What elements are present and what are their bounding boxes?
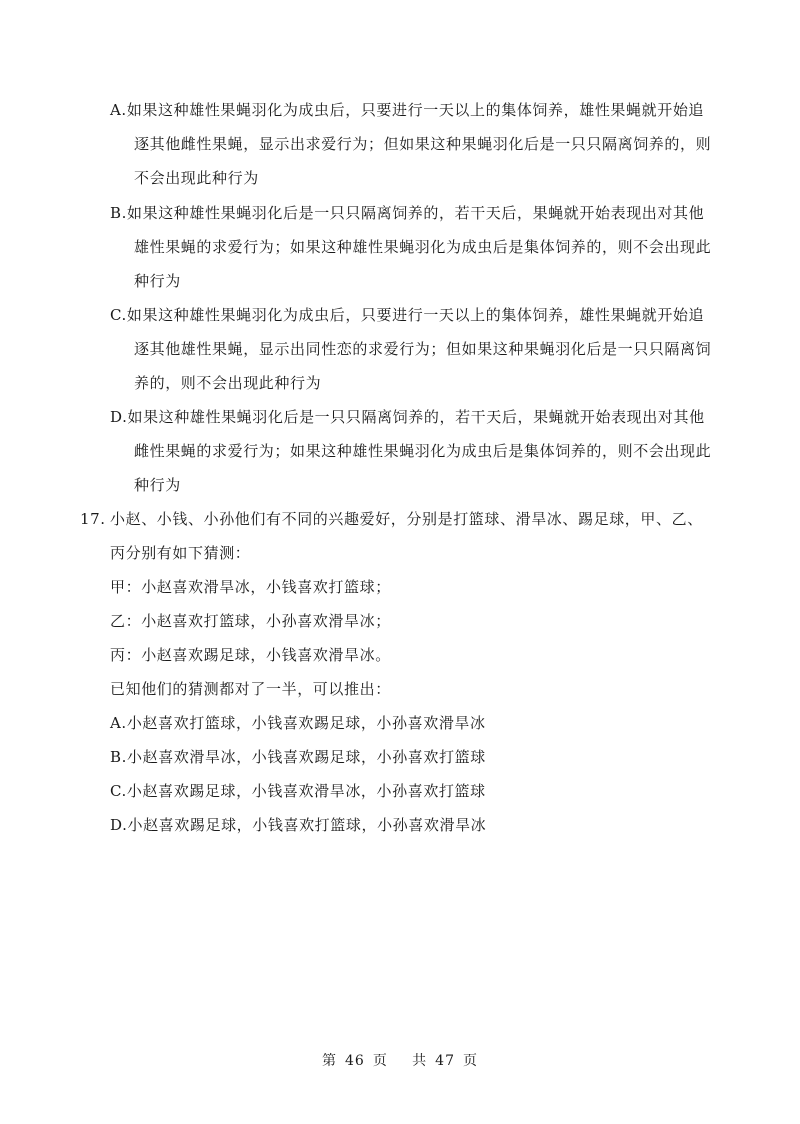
page-footer: 第 46 页 共 47 页 [321, 1053, 478, 1069]
q17-guess-bing: 丙：小赵喜欢踢足球，小钱喜欢滑旱冰。 [110, 646, 391, 664]
q16-option-d-line-1: D.如果这种雄性果蝇羽化后是一只只隔离饲养的，若干天后，果蝇就开始表现出对其他 [110, 408, 705, 426]
total-page-number: 47 [435, 1053, 455, 1069]
q17-option-a: A.小赵喜欢打篮球，小钱喜欢踢足球，小孙喜欢滑旱冰 [110, 714, 486, 732]
q16-option-d-line-3: 种行为 [134, 476, 181, 494]
q17-guess-jia: 甲：小赵喜欢滑旱冰，小钱喜欢打篮球； [110, 578, 391, 596]
q16-option-b-line-1: B.如果这种雄性果蝇羽化后是一只只隔离饲养的，若干天后，果蝇就开始表现出对其他 [110, 204, 705, 222]
q17-conclusion: 已知他们的猜测都对了一半，可以推出： [110, 680, 391, 698]
q16-option-c-line-3: 养的，则不会出现此种行为 [134, 374, 322, 392]
q16-option-a-line-2: 逐其他雌性果蝇，显示出求爱行为；但如果这种果蝇羽化后是一只只隔离饲养的，则 [134, 135, 712, 153]
q16-option-b-line-2: 雄性果蝇的求爱行为；如果这种雄性果蝇羽化为成虫后是集体饲养的，则不会出现此 [134, 238, 712, 256]
q17-option-c: C.小赵喜欢踢足球，小钱喜欢滑旱冰，小孙喜欢打篮球 [110, 782, 486, 800]
q17-option-b: B.小赵喜欢滑旱冰，小钱喜欢踢足球，小孙喜欢打篮球 [110, 748, 486, 766]
q17-option-a-label: A. [110, 714, 127, 732]
q16-option-d-line-2: 雌性果蝇的求爱行为；如果这种雄性果蝇羽化为成虫后是集体饲养的，则不会出现此 [134, 442, 712, 460]
q17-option-b-label: B. [110, 748, 127, 766]
q17-stem-line-1: 小赵、小钱、小孙他们有不同的兴趣爱好，分别是打篮球、滑旱冰、踢足球，甲、乙、 [110, 510, 703, 528]
q16-option-a-line-3: 不会出现此种行为 [134, 169, 259, 187]
q17-option-d: D.小赵喜欢踢足球，小钱喜欢打篮球，小孙喜欢滑旱冰 [110, 816, 487, 834]
q16-option-a-line-1: A.如果这种雄性果蝇羽化为成虫后，只要进行一天以上的集体饲养，雄性果蝇就开始追 [110, 101, 705, 119]
q17-option-c-label: C. [110, 782, 127, 800]
q17-number: 17. [80, 510, 106, 528]
q16-option-c-label: C. [110, 306, 127, 324]
q16-option-a-label: A. [110, 101, 127, 119]
q17-guess-yi: 乙：小赵喜欢打篮球，小孙喜欢滑旱冰； [110, 612, 391, 630]
q16-option-c-line-1: C.如果这种雄性果蝇羽化为成虫后，只要进行一天以上的集体饲养，雄性果蝇就开始追 [110, 306, 705, 324]
current-page-number: 46 [344, 1053, 365, 1069]
q16-option-d-label: D. [110, 408, 128, 426]
q17-option-d-label: D. [110, 816, 128, 834]
q16-option-b-label: B. [110, 204, 127, 222]
q16-option-b-line-3: 种行为 [134, 272, 181, 290]
q16-option-c-line-2: 逐其他雄性果蝇，显示出同性恋的求爱行为；但如果这种果蝇羽化后是一只只隔离饲 [134, 340, 712, 358]
q17-stem-line-2: 丙分别有如下猜测： [110, 544, 251, 562]
